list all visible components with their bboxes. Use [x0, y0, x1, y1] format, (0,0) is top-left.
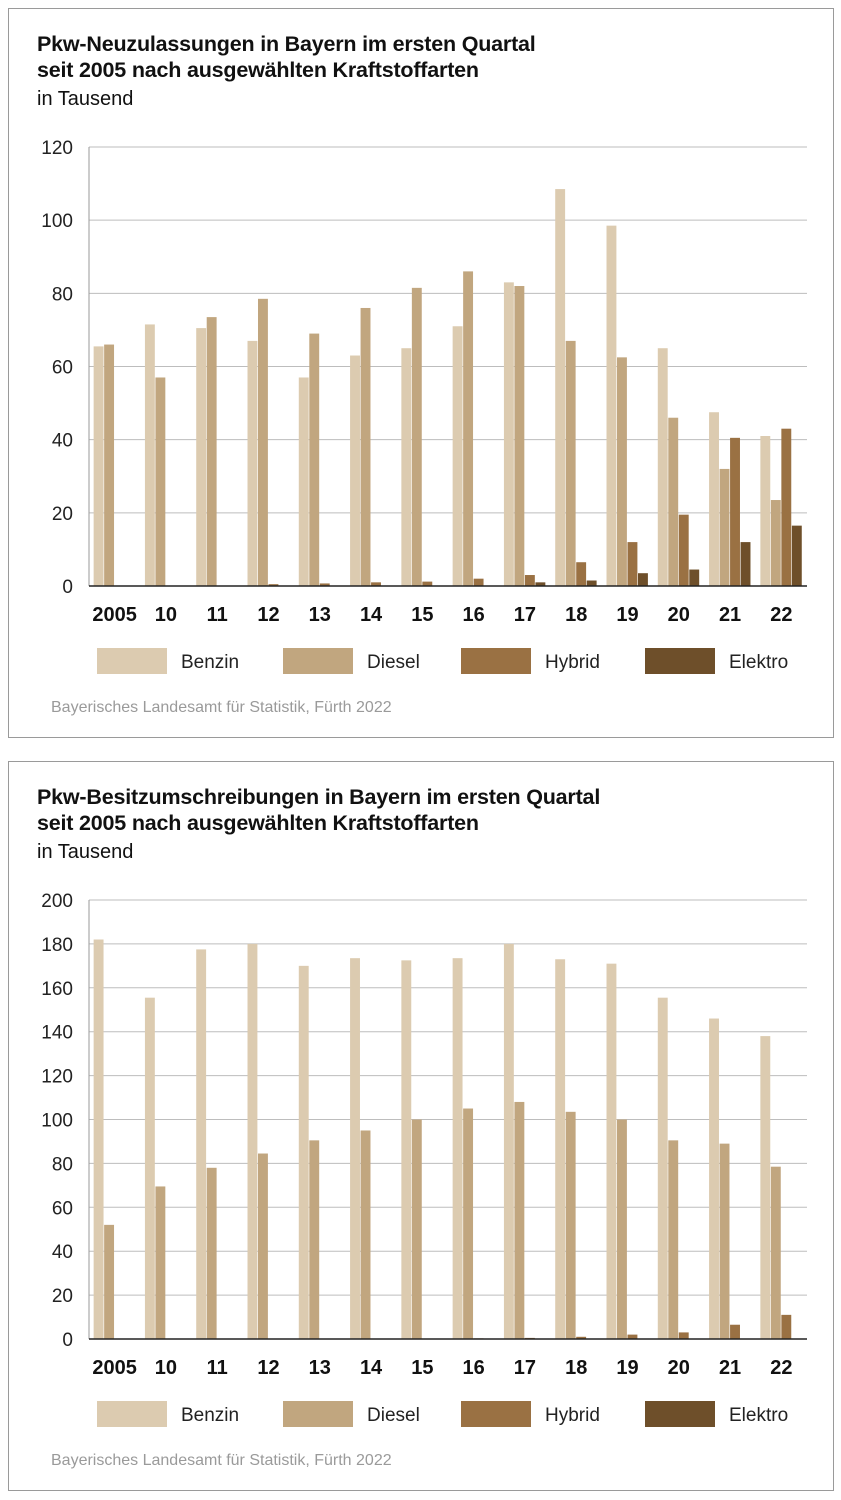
bar-diesel-16 [463, 1109, 473, 1339]
y-tick-label: 40 [51, 430, 73, 452]
x-tick-label: 22 [770, 604, 793, 626]
bar-hybrid-22 [781, 429, 791, 586]
bar-diesel-12 [258, 1154, 268, 1339]
bar-hybrid-21 [730, 438, 740, 586]
y-tick-label: 60 [51, 357, 73, 379]
bar-diesel-2005 [104, 1225, 114, 1339]
bar-hybrid-17 [525, 575, 535, 586]
x-tick-label: 10 [154, 604, 178, 626]
bar-diesel-14 [361, 308, 371, 586]
bar-benzin-12 [248, 944, 258, 1339]
y-tick-label: 200 [41, 891, 73, 912]
bar-benzin-17 [504, 944, 514, 1339]
x-tick-label: 20 [667, 1357, 690, 1379]
y-tick-label: 120 [41, 1066, 73, 1088]
x-tick-label: 2005 [92, 1357, 137, 1379]
y-tick-label: 100 [41, 211, 73, 233]
bar-benzin-19 [607, 226, 617, 586]
bar-benzin-22 [760, 1036, 770, 1339]
x-tick-label: 12 [257, 604, 280, 626]
x-tick-label: 15 [411, 1357, 434, 1379]
x-tick-label: 19 [616, 1357, 639, 1379]
y-tick-label: 140 [41, 1022, 73, 1044]
y-tick-label: 0 [62, 577, 73, 598]
legend-swatch-benzin [97, 1401, 167, 1427]
bar-benzin-14 [350, 356, 360, 586]
bar-diesel-18 [566, 1112, 576, 1339]
y-tick-label: 80 [51, 1154, 73, 1176]
bar-elektro-20 [689, 570, 699, 586]
bar-diesel-22 [771, 1167, 781, 1339]
legend-label-elektro: Elektro [729, 1405, 789, 1426]
bar-chart-new-registrations [9, 9, 835, 699]
bar-diesel-19 [617, 357, 627, 586]
legend-swatch-benzin [97, 648, 167, 674]
chart-panel-ownership-transfers [8, 761, 834, 1491]
y-tick-label: 80 [51, 284, 73, 306]
bar-diesel-19 [617, 1120, 627, 1340]
bar-diesel-17 [514, 1102, 524, 1339]
bar-diesel-10 [155, 377, 165, 586]
bar-diesel-21 [720, 1144, 730, 1339]
x-tick-label: 14 [359, 604, 383, 626]
bar-diesel-14 [361, 1130, 371, 1339]
bar-diesel-22 [771, 500, 781, 586]
y-tick-label: 60 [51, 1198, 73, 1220]
legend-label-diesel: Diesel [367, 652, 420, 673]
y-tick-label: 160 [41, 978, 73, 1000]
bar-chart-ownership-transfers [9, 762, 835, 1452]
bar-diesel-16 [463, 271, 473, 586]
bar-benzin-12 [248, 341, 258, 586]
bar-benzin-11 [196, 328, 206, 586]
bar-benzin-11 [196, 949, 206, 1339]
legend-swatch-hybrid [461, 648, 531, 674]
bar-diesel-20 [668, 1140, 678, 1339]
legend-swatch-elektro [645, 1401, 715, 1427]
legend-swatch-diesel [283, 1401, 353, 1427]
bar-benzin-22 [760, 436, 770, 586]
bar-benzin-20 [658, 348, 668, 586]
x-tick-label: 21 [718, 604, 742, 626]
x-tick-label: 14 [359, 1357, 383, 1379]
bar-diesel-18 [566, 341, 576, 586]
x-tick-label: 2005 [92, 604, 137, 626]
x-tick-label: 18 [565, 604, 588, 626]
source-note: Bayerisches Landesamt für Statistik, Fürth 2022 [51, 699, 392, 716]
bar-hybrid-18 [576, 562, 586, 586]
bar-benzin-17 [504, 282, 514, 586]
chart-title-line-2: seit 2005 nach ausgewählten Kraftstoffarten [37, 58, 479, 82]
bar-elektro-22 [792, 526, 802, 586]
y-tick-label: 180 [41, 934, 73, 956]
x-tick-label: 18 [565, 1357, 588, 1379]
y-tick-label: 0 [62, 1330, 73, 1351]
x-tick-label: 13 [308, 604, 331, 626]
bar-benzin-20 [658, 998, 668, 1339]
x-tick-label: 20 [667, 604, 690, 626]
bar-benzin-10 [145, 324, 155, 586]
bar-benzin-15 [401, 348, 411, 586]
x-tick-label: 11 [206, 1357, 228, 1379]
legend-swatch-elektro [645, 648, 715, 674]
bar-diesel-17 [514, 286, 524, 586]
x-tick-label: 17 [513, 1357, 537, 1379]
x-tick-label: 10 [154, 1357, 178, 1379]
x-tick-label: 12 [257, 1357, 280, 1379]
x-tick-label: 15 [411, 604, 434, 626]
x-tick-label: 16 [462, 604, 485, 626]
source-note: Bayerisches Landesamt für Statistik, Fürth 2022 [51, 1452, 392, 1469]
bar-benzin-21 [709, 1019, 719, 1339]
bar-benzin-13 [299, 966, 309, 1339]
bar-diesel-20 [668, 418, 678, 586]
bar-benzin-10 [145, 998, 155, 1339]
bar-benzin-2005 [94, 940, 104, 1339]
chart-title-line-1: Pkw-Besitzumschreibungen in Bayern im ersten Quartal [37, 785, 601, 809]
bar-diesel-13 [309, 334, 319, 586]
bar-diesel-11 [207, 1168, 217, 1339]
bar-benzin-13 [299, 377, 309, 586]
bar-diesel-21 [720, 469, 730, 586]
x-tick-label: 22 [770, 1357, 793, 1379]
bar-hybrid-20 [679, 515, 689, 586]
y-tick-label: 120 [41, 138, 73, 159]
legend-label-hybrid: Hybrid [545, 1405, 600, 1426]
bar-diesel-11 [207, 317, 217, 586]
x-tick-label: 17 [513, 604, 537, 626]
bar-benzin-14 [350, 958, 360, 1339]
y-tick-label: 40 [51, 1242, 73, 1264]
x-tick-label: 11 [206, 604, 228, 626]
bar-diesel-15 [412, 288, 422, 586]
bar-benzin-2005 [94, 346, 104, 586]
chart-subtitle: in Tausend [37, 841, 134, 863]
legend-label-diesel: Diesel [367, 1405, 420, 1426]
bar-benzin-18 [555, 189, 565, 586]
x-tick-label: 21 [718, 1357, 742, 1379]
legend-label-hybrid: Hybrid [545, 652, 600, 673]
bar-elektro-21 [741, 542, 751, 586]
bar-hybrid-19 [628, 542, 638, 586]
bar-hybrid-20 [679, 1332, 689, 1339]
chart-title-line-2: seit 2005 nach ausgewählten Kraftstoffarten [37, 811, 479, 835]
y-tick-label: 20 [51, 1286, 73, 1308]
bar-diesel-10 [155, 1186, 165, 1339]
bar-hybrid-16 [474, 579, 484, 586]
bar-diesel-12 [258, 299, 268, 586]
legend-swatch-diesel [283, 648, 353, 674]
bar-benzin-21 [709, 412, 719, 586]
bar-benzin-16 [453, 326, 463, 586]
bar-diesel-15 [412, 1120, 422, 1340]
y-tick-label: 20 [51, 503, 73, 525]
bar-benzin-19 [607, 964, 617, 1339]
bar-hybrid-21 [730, 1325, 740, 1339]
bar-hybrid-22 [781, 1315, 791, 1339]
legend-label-elektro: Elektro [729, 652, 789, 673]
x-tick-label: 16 [462, 1357, 485, 1379]
bar-diesel-13 [309, 1140, 319, 1339]
chart-subtitle: in Tausend [37, 88, 134, 110]
bar-elektro-18 [587, 581, 597, 586]
bar-diesel-2005 [104, 345, 114, 586]
legend-swatch-hybrid [461, 1401, 531, 1427]
legend-label-benzin: Benzin [181, 1405, 240, 1426]
x-tick-label: 19 [616, 604, 639, 626]
chart-panel-new-registrations [8, 8, 834, 738]
bar-benzin-16 [453, 958, 463, 1339]
bar-benzin-15 [401, 960, 411, 1339]
legend-label-benzin: Benzin [181, 652, 240, 673]
x-tick-label: 13 [308, 1357, 331, 1379]
y-tick-label: 100 [41, 1110, 73, 1132]
chart-title-line-1: Pkw-Neuzulassungen in Bayern im ersten Quartal [37, 32, 536, 56]
bar-elektro-19 [638, 573, 648, 586]
bar-benzin-18 [555, 959, 565, 1339]
